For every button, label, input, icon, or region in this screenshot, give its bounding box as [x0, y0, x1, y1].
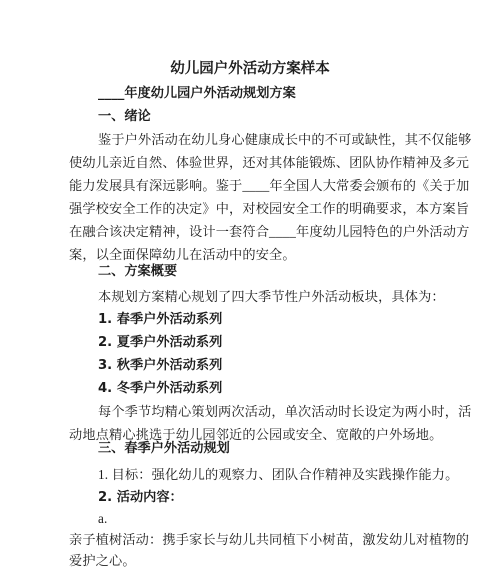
section1-heading: 一、绪论: [98, 109, 151, 124]
list-item: 3. 秋季户外活动系列: [98, 358, 223, 373]
section3-sub-a: a.: [98, 511, 108, 526]
section1-line-6: 案，以全面保障幼儿在活动中的安全。: [69, 247, 296, 262]
section1-line-4: 强学校安全工作的决定》中，对校园安全工作的明确要求，本方案旨: [69, 201, 470, 216]
section3-activity-line-2: 爱护之心。: [69, 553, 136, 568]
section1-line-5: 在融合该决定精神，设计一套符合____年度幼儿园特色的户外活动方: [69, 224, 470, 239]
section3-content-heading: 2. 活动内容：: [98, 490, 183, 505]
section2-heading: 二、方案概要: [98, 264, 178, 279]
list-item: 1. 春季户外活动系列: [98, 312, 223, 327]
section2-line-2: 动地点精心挑选于幼儿园邻近的公园或安全、宽敞的户外场地。: [69, 427, 443, 442]
document-subtitle: ____年度幼儿园户外活动规划方案: [98, 86, 296, 101]
list-item: 2. 夏季户外活动系列: [98, 335, 223, 350]
section1-line-2: 使幼儿亲近自然、体验世界，还对其体能锻炼、团队协作精神及多元: [69, 155, 470, 170]
section2-intro: 本规划方案精心规划了四大季节性户外活动板块，具体为：: [98, 289, 445, 304]
section3-goal: 1. 目标：强化幼儿的观察力、团队合作精神及实践操作能力。: [98, 467, 459, 482]
section1-line-3: 能力发展具有深远影响。鉴于____年全国人大常委会颁布的《关于加: [69, 178, 470, 193]
document-title: 幼儿园户外活动方案样本: [170, 61, 330, 77]
section3-activity-line-1: 亲子植树活动：携手家长与幼儿共同植下小树苗，激发幼儿对植物的: [69, 532, 470, 547]
list-item: 4. 冬季户外活动系列: [98, 381, 223, 396]
section1-line-1: 鉴于户外活动在幼儿身心健康成长中的不可或缺性，其不仅能够: [98, 132, 472, 147]
section3-heading: 三、春季户外活动规划: [98, 441, 230, 456]
section2-line-1: 每个季节均精心策划两次活动，单次活动时长设定为两小时，活: [98, 404, 472, 419]
